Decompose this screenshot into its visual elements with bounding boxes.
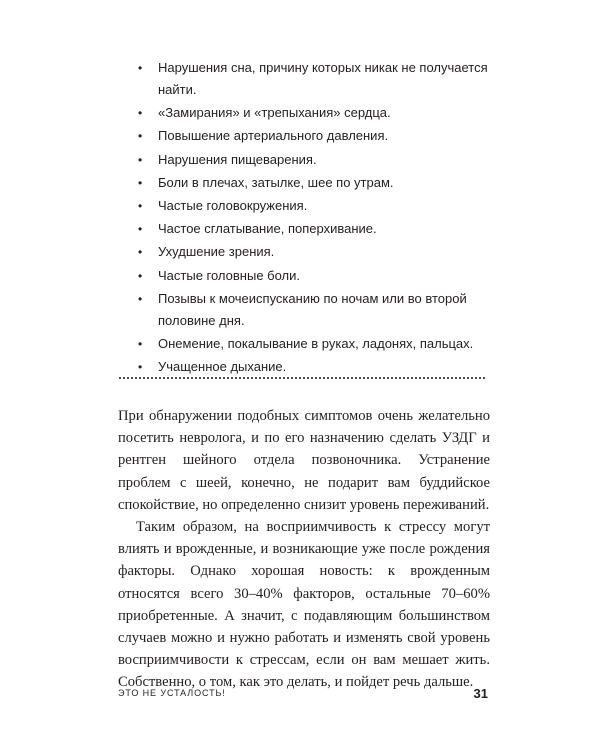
list-item <box>138 218 498 240</box>
page-number: 31 <box>473 686 488 701</box>
list-item-text: Частые головные боли. <box>158 267 301 283</box>
list-item <box>138 149 498 171</box>
list-item-text: Позывы к мочеиспусканию по ночам или во второй половине дня. <box>158 290 467 328</box>
list-item-text: Ухудшение зрения. <box>158 244 275 260</box>
bullet-icon: • <box>138 152 143 167</box>
list-item-text: «Замирания» и «трепыхания» сердца. <box>158 105 391 121</box>
bullet-icon: • <box>138 175 143 190</box>
list-item-text: Частое сглатывание, поперхивание. <box>158 221 377 237</box>
bullet-icon: • <box>138 245 143 260</box>
bullet-icon: • <box>138 268 143 283</box>
list-item <box>138 265 498 287</box>
bullet-icon: • <box>138 129 143 144</box>
body-text <box>118 405 490 694</box>
symptom-list <box>138 57 498 379</box>
list-item-text: Боли в плечах, затылке, шее по утрам. <box>158 174 394 190</box>
list-item-text: Повышение артериального давления. <box>158 128 389 144</box>
bullet-icon: • <box>138 61 143 75</box>
list-item <box>138 172 498 194</box>
list-item <box>138 356 498 378</box>
list-item <box>138 102 498 124</box>
paragraph: Таким образом, на восприимчивость к стрессу могут влиять и врожденные, и возникающие уже после рождения факторы. Однако хорошая новость: к врожденным относятся всего 30–40% факторов, остальные 70–60% приобретенные. А значит, с подавляющим большинством случаев можно и нужно работать и изменять свой уровень восприимчивости к стрессам, если он вам мешает жить. Собственно, о том, как это делать, и пойдет речь дальше. <box>118 519 490 691</box>
list-item <box>138 195 498 217</box>
list-item <box>138 125 498 147</box>
page-footer <box>118 686 490 702</box>
list-item-text: Нарушения пищеварения. <box>158 151 317 167</box>
bullet-icon: • <box>138 336 143 351</box>
list-item <box>138 241 498 263</box>
list-item-text: Частые головокружения. <box>158 197 308 213</box>
bullet-icon: • <box>138 198 143 213</box>
list-item <box>138 333 498 355</box>
list-item <box>138 57 498 101</box>
bullet-icon: • <box>138 360 143 375</box>
paragraph: При обнаружении подобных симптомов очень желательно посетить невролога, и по его назначению сделать УЗДГ и рентген шейного отдела позвоночника. Устранение проблем с шеей, конечно, не подарит вам буддийское спокойствие, но определенно снизит уровень переживаний. <box>118 408 490 513</box>
list-item-text: Онемение, покалывание в руках, ладонях, пальцах. <box>158 335 474 351</box>
list-item-text: Учащенное дыхание. <box>158 359 287 375</box>
running-title: ЭТО НЕ УСТАЛОСТЬ! <box>118 688 226 698</box>
bullet-icon: • <box>138 106 143 121</box>
dotted-separator <box>118 377 486 379</box>
list-item-text: Нарушения сна, причину которых никак не получается найти. <box>158 60 488 97</box>
list-item <box>138 288 498 332</box>
bullet-icon: • <box>138 222 143 237</box>
bullet-icon: • <box>138 291 143 306</box>
